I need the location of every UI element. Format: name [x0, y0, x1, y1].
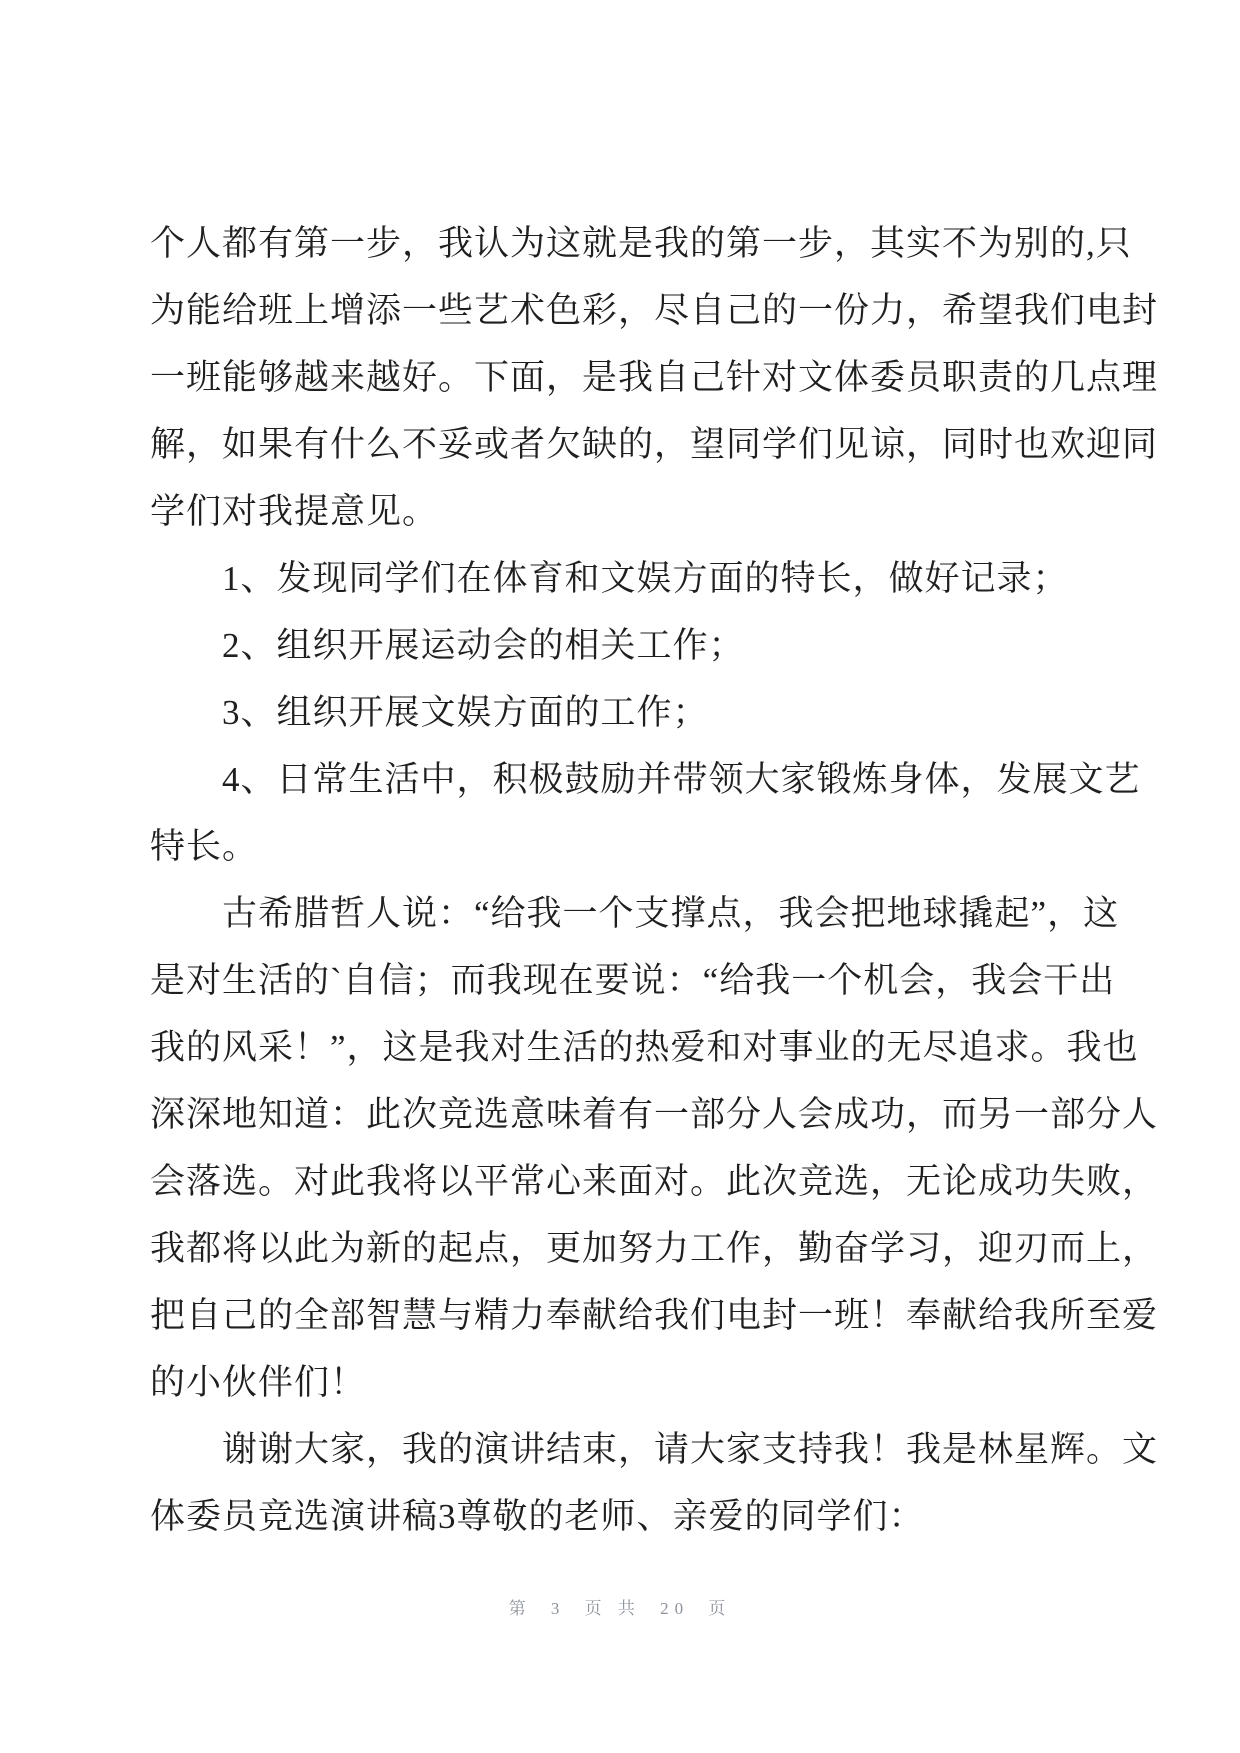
text-line: 是对生活的`自信；而我现在要说：“给我一个机会，我会干出 — [150, 961, 1116, 1000]
footer-page-label-middle: 页 共 — [584, 1599, 641, 1618]
text-line: 解，如果有什么不妥或者欠缺的，望同学们见谅，同时也欢迎同 — [150, 425, 1159, 464]
text-line: 深深地知道：此次竞选意味着有一部分人会成功，而另一部分人 — [150, 1095, 1159, 1134]
footer-page-label-suffix: 页 — [708, 1599, 732, 1618]
text-line: 为能给班上增添一些艺术色彩，尽自己的一份力，希望我们电封 — [150, 291, 1159, 330]
footer-current-page-number: 3 — [550, 1599, 566, 1618]
text-line: 会落选。对此我将以平常心来面对。此次竞选，无论成功失败， — [150, 1162, 1159, 1201]
text-line: 特长。 — [150, 827, 259, 866]
text-line: 1、发现同学们在体育和文娱方面的特长，做好记录； — [222, 559, 1069, 598]
text-line: 我都将以此为新的起点，更加努力工作，勤奋学习，迎刃而上， — [150, 1229, 1159, 1268]
text-line: 古希腊哲人说：“给我一个支撑点，我会把地球撬起”，这 — [222, 894, 1120, 933]
document-body-text — [150, 210, 1159, 1550]
page-footer — [0, 1594, 1240, 1619]
text-line: 体委员竞选演讲稿3尊敬的老师、亲爱的同学们： — [150, 1497, 925, 1536]
text-line: 一班能够越来越好。下面，是我自己针对文体委员职责的几点理 — [150, 358, 1159, 397]
footer-page-label-prefix: 第 — [508, 1599, 532, 1618]
text-line: 谢谢大家，我的演讲结束，请大家支持我！我是林星辉。文 — [222, 1430, 1159, 1469]
text-line: 我的风采！”，这是我对生活的热爱和对事业的无尽追求。我也 — [150, 1028, 1139, 1067]
text-line: 个人都有第一步，我认为这就是我的第一步，其实不为别的,只 — [150, 224, 1132, 263]
text-line: 把自己的全部智慧与精力奉献给我们电封一班！奉献给我所至爱 — [150, 1296, 1159, 1335]
text-line: 的小伙伴们！ — [150, 1363, 367, 1402]
text-line: 4、日常生活中，积极鼓励并带领大家锻炼身体，发展文艺 — [222, 760, 1141, 799]
footer-total-pages-number: 20 — [660, 1599, 690, 1618]
text-line: 3、组织开展文娱方面的工作； — [222, 693, 709, 732]
text-line: 学们对我提意见。 — [150, 492, 439, 531]
text-line: 2、组织开展运动会的相关工作； — [222, 626, 745, 665]
